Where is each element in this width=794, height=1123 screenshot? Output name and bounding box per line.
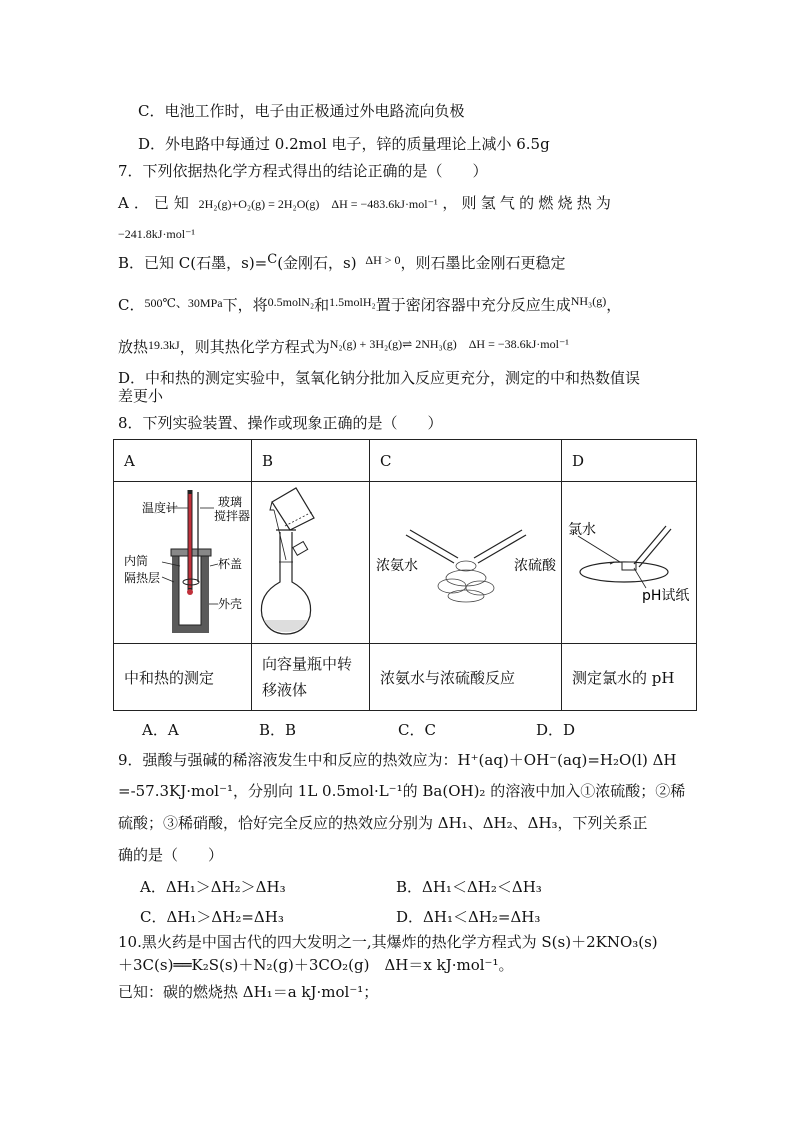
q7-a-value: −241.8kJ·mol⁻¹ [118,227,196,241]
q8-choice-c: C．C [398,721,436,739]
q7-c-heat-label: 放热 [118,338,149,356]
q7-a-equation: 2H₂(g)+O₂(g) = 2H₂O(g) ΔH = −483.6kJ·mol⁻¹ [198,197,438,211]
q7-c-text3: ，则其热化学方程式为 [179,338,330,356]
q8-figure-a-cell [114,482,252,644]
q8-header-a: A [114,440,252,482]
q8-caption-c: 浓氨水与浓硫酸反应 [370,644,562,711]
label-ph-paper: pH试纸 [642,588,690,604]
q7-c-equation: N₂(g) + 3H₂(g)⇌ 2NH₃(g) ΔH = −38.6kJ·mol⁻¹ [329,337,569,351]
q8-choice-a: A．A [142,721,179,739]
label-glass: 玻璃 [218,495,243,509]
q7-c-comma: ， [606,296,622,314]
q9-option-a: A．ΔH₁＞ΔH₂＞ΔH₃ [140,878,286,896]
q10-line3: 已知：碳的燃烧热 ΔH₁＝a kJ·mol⁻¹； [118,983,379,1001]
q7-option-d-line1: D．中和热的测定实验中，氢氧化钠分批加入反应更充分，测定的中和热数值误 [118,369,641,387]
q7-c-n2: 0.5molN₂ [267,295,315,309]
q8-stem: 8．下列实验装置、操作或现象正确的是（ ） [118,414,443,432]
ammonia-acid-figure [370,482,562,639]
label-insulation: 隔热层 [124,571,161,585]
q7-c-nh3: NH₃(g) [570,294,607,308]
q8-figure-b-cell [252,482,370,644]
q7-c-heat: 19.3kJ [148,338,180,352]
q7-stem: 7．下列依据热化学方程式得出的结论正确的是（ ） [118,162,488,180]
q8-header-c: C [370,440,562,482]
q8-figure-d-cell [562,482,697,644]
q9-option-d: D．ΔH₁＜ΔH₂=ΔH₃ [396,908,541,926]
label-lid: 杯盖 [218,557,243,571]
volumetric-flask-figure [252,482,370,639]
q7-option-b [118,253,566,275]
ph-test-figure [562,482,697,639]
q9-option-b: B．ΔH₁＜ΔH₂＜ΔH₃ [396,878,542,896]
q10-line1: 10.黑火药是中国古代的四大发明之一,其爆炸的热化学方程式为 S(s)＋2KNO₃(s) [118,933,658,951]
q7-c-and: 和 [314,296,330,314]
q8-caption-b: 向容量瓶中转 移液体 [252,644,370,711]
q8-caption-a: 中和热的测定 [114,644,252,711]
label-stirrer: 搅拌器 [214,509,251,523]
q7-c-text1: 下，将 [222,296,268,314]
q8-header-b: B [252,440,370,482]
q9-line3: 硫酸；③稀硝酸，恰好完全反应的热效应分别为 ΔH₁、ΔH₂、ΔH₃，下列关系正 [118,814,648,832]
q7-a-prefix: A．已知 [118,194,194,212]
label-inner-cylinder: 内筒 [124,554,149,568]
q7-option-d-line2: 差更小 [118,387,164,405]
q7-option-c-line1 [118,295,621,316]
q7-c-h2: 1.5molH₂ [329,295,376,309]
q7-c-label: C． [118,296,145,314]
q7-c-text2: 置于密闭容器中充分反应生成 [375,296,571,314]
q9-line1: 9．强酸与强碱的稀溶液发生中和反应的热效应为：H⁺(aq)＋OH⁻(aq)=H₂O(l) ΔH [118,751,677,769]
q8-choice-d: D．D [536,721,576,739]
calorimeter-figure [114,482,252,639]
q9-line2: =-57.3KJ·mol⁻¹，分别向 1L 0.5mol·L⁻¹的 Ba(OH)₂ 的溶液中加入①浓硫酸；②稀 [118,782,686,800]
q8-header-d: D [562,440,697,482]
label-outer-shell: 外壳 [218,597,243,611]
q7-a-suffix: ，则氢气的燃烧热为 [442,194,616,212]
q7-b-prefix: B．已知 C(石墨，s)= [118,254,268,272]
q7-b-diamond: (金刚石，s) [277,254,357,272]
q9-option-c: C．ΔH₁＞ΔH₂=ΔH₃ [140,908,284,926]
q9-line4: 确的是（ ） [118,846,224,864]
q6-option-c: C．电池工作时，电子由正极通过外电路流向负极 [138,102,465,120]
q7-b-c: C [267,252,278,267]
q7-option-a [118,193,615,214]
q8-choice-b: B．B [259,721,297,739]
q6-option-d: D．外电路中每通过 0.2mol 电子，锌的质量理论上减小 6.5g [138,135,550,153]
q7-b-dh: ΔH > 0 [365,253,401,267]
q8-apparatus-table [113,439,697,711]
q8-figure-c-cell [370,482,562,644]
q7-option-c-line2 [118,337,569,358]
q7-c-condition: 500℃、30MPa [144,296,223,310]
label-conc-ammonia: 浓氨水 [376,558,418,574]
label-thermometer: 温度计 [142,501,179,515]
label-conc-sulfuric: 浓硫酸 [514,558,556,574]
q7-b-suffix: ，则石墨比金刚石更稳定 [400,254,566,272]
q10-line2: ＋3C(s)══K₂S(s)＋N₂(g)＋3CO₂(g) ΔH＝x kJ·mol⁻¹。 [118,956,514,974]
label-chlorine-water: 氯水 [568,522,596,538]
q8-caption-d: 测定氯水的 pH [562,644,697,711]
